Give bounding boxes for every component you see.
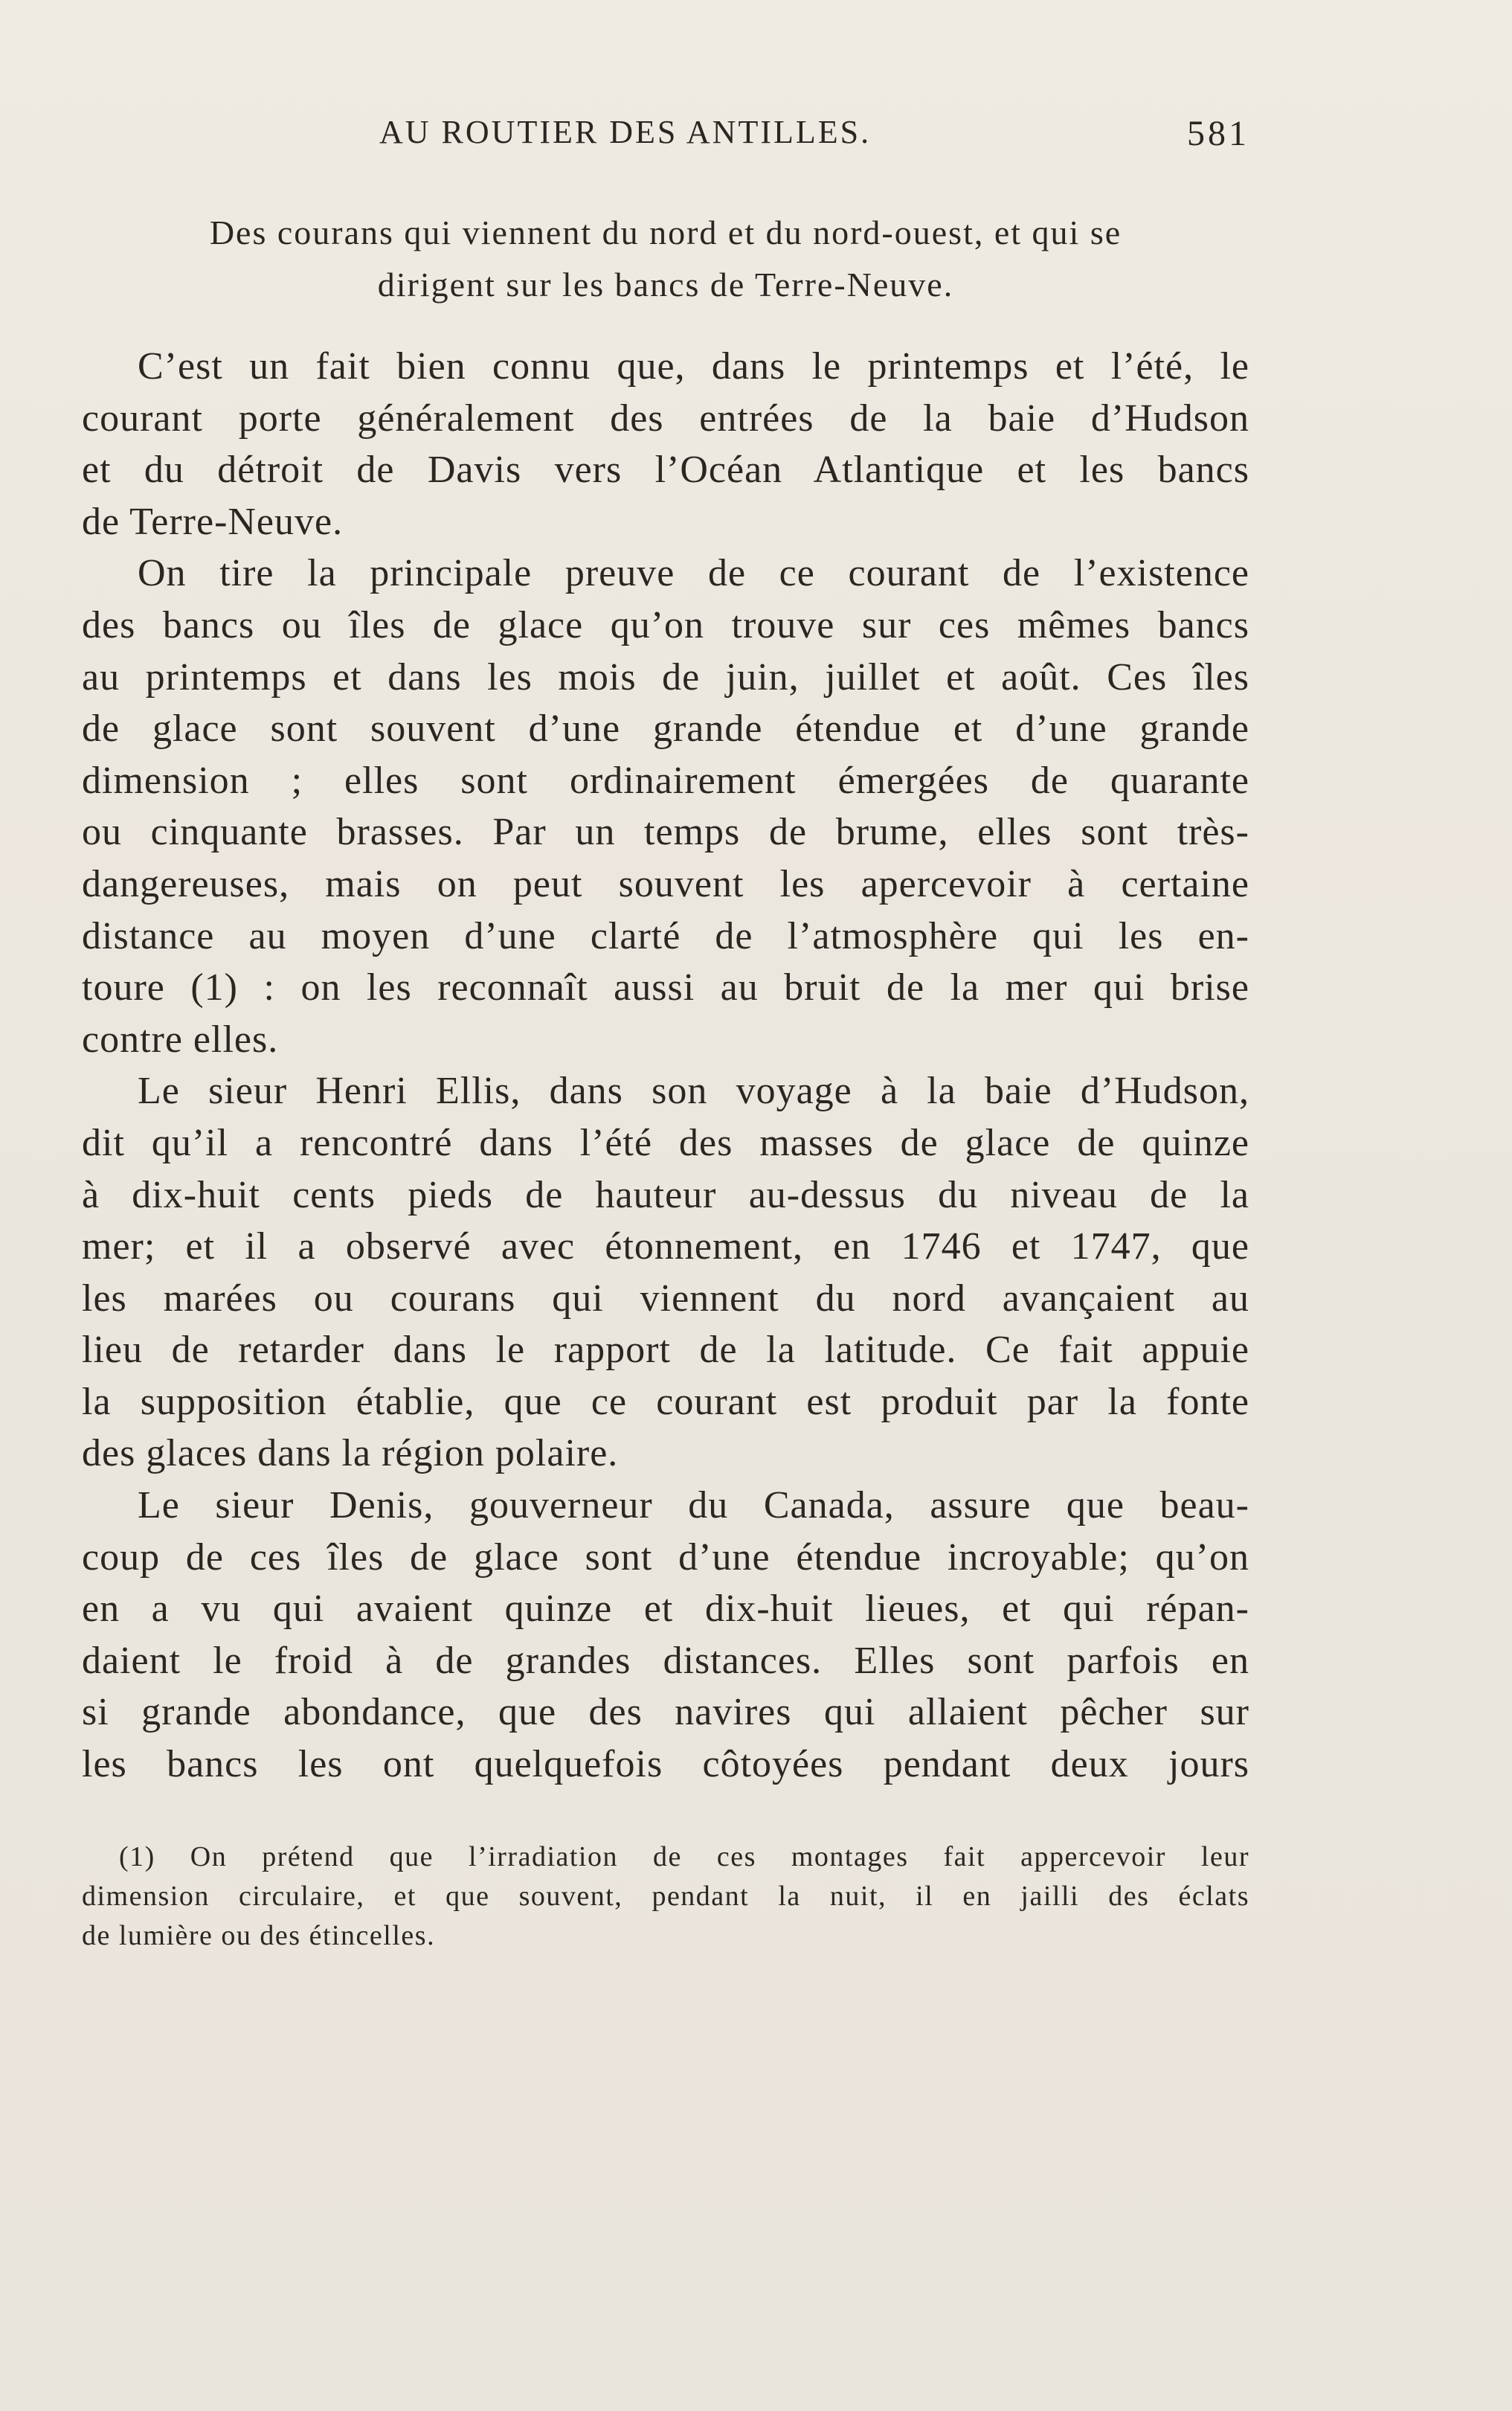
text-line: de glace sont souvent d’une grande étendue et d’une grande bbox=[82, 707, 1249, 751]
section-heading-line: Des courans qui viennent du nord et du nord-ouest, et qui se bbox=[209, 214, 1122, 251]
running-title: AU ROUTIER DES ANTILLES. bbox=[379, 114, 872, 150]
text-line: contre elles. bbox=[82, 1018, 279, 1061]
running-head bbox=[82, 113, 1249, 158]
text-line: à dix-huit cents pieds de hauteur au-dessus du niveau de la bbox=[82, 1173, 1249, 1216]
text-line: coup de ces îles de glace sont d’une étendue incroyable; qu’on bbox=[82, 1535, 1249, 1579]
text-line: distance au moyen d’une clarté de l’atmosphère qui les en- bbox=[82, 914, 1249, 957]
footnote-line: dimension circulaire, et que souvent, pendant la nuit, il en jailli des éclats bbox=[82, 1881, 1249, 1912]
section-heading-line: dirigent sur les bancs de Terre-Neuve. bbox=[377, 266, 954, 304]
text-line: et du détroit de Davis vers l’Océan Atlantique et les bancs bbox=[82, 449, 1249, 492]
page-number: 581 bbox=[1187, 114, 1249, 153]
text-line: dit qu’il a rencontré dans l’été des masses de glace de quinze bbox=[82, 1121, 1249, 1164]
text-line: les marées ou courans qui viennent du nord avançaient au bbox=[82, 1277, 1249, 1320]
text-line: en a vu qui avaient quinze et dix-huit lieues, et qui répan- bbox=[82, 1587, 1249, 1631]
text-line: ou cinquante brasses. Par un temps de brume, elles sont très- bbox=[82, 811, 1249, 854]
text-line: au printemps et dans les mois de juin, juillet et août. Ces îles bbox=[82, 655, 1249, 699]
text-line: des bancs ou îles de glace qu’on trouve sur ces mêmes bancs bbox=[82, 603, 1249, 646]
text-line: de Terre-Neuve. bbox=[82, 500, 344, 543]
text-line: courant porte généralement des entrées de la baie d’Hudson bbox=[82, 397, 1249, 440]
text-line: la supposition établie, que ce courant est produit par la fonte bbox=[82, 1380, 1249, 1423]
text-line: les bancs les ont quelquefois côtoyées pendant deux jours bbox=[82, 1743, 1249, 1786]
text-line: C’est un fait bien connu que, dans le printemps et l’été, le bbox=[138, 345, 1249, 388]
section-heading bbox=[82, 207, 1249, 311]
footnote-line: (1) On prétend que l’irradiation de ces montages fait appercevoir leur bbox=[119, 1841, 1249, 1872]
text-line: dimension ; elles sont ordinairement émergées de quarante bbox=[82, 759, 1249, 802]
text-line: dangereuses, mais on peut souvent les apercevoir à certaine bbox=[82, 862, 1249, 905]
footnote bbox=[82, 1837, 1249, 1956]
text-line: toure (1) : on les reconnaît aussi au bruit de la mer qui brise bbox=[82, 966, 1249, 1009]
body-text bbox=[82, 341, 1249, 1791]
footnote-line: de lumière ou des étincelles. bbox=[82, 1920, 436, 1951]
text-line: si grande abondance, que des navires qui allaient pêcher sur bbox=[82, 1691, 1249, 1734]
text-line: lieu de retarder dans le rapport de la latitude. Ce fait appuie bbox=[82, 1329, 1249, 1372]
text-line: mer; et il a observé avec étonnement, en 1746 et 1747, que bbox=[82, 1225, 1249, 1268]
text-line: On tire la principale preuve de ce courant de l’existence bbox=[138, 552, 1249, 595]
text-line: des glaces dans la région polaire. bbox=[82, 1432, 619, 1475]
text-line: Le sieur Denis, gouverneur du Canada, assure que beau- bbox=[138, 1484, 1249, 1527]
text-line: Le sieur Henri Ellis, dans son voyage à la baie d’Hudson, bbox=[138, 1070, 1249, 1113]
text-line: daient le froid à de grandes distances. Elles sont parfois en bbox=[82, 1639, 1249, 1682]
